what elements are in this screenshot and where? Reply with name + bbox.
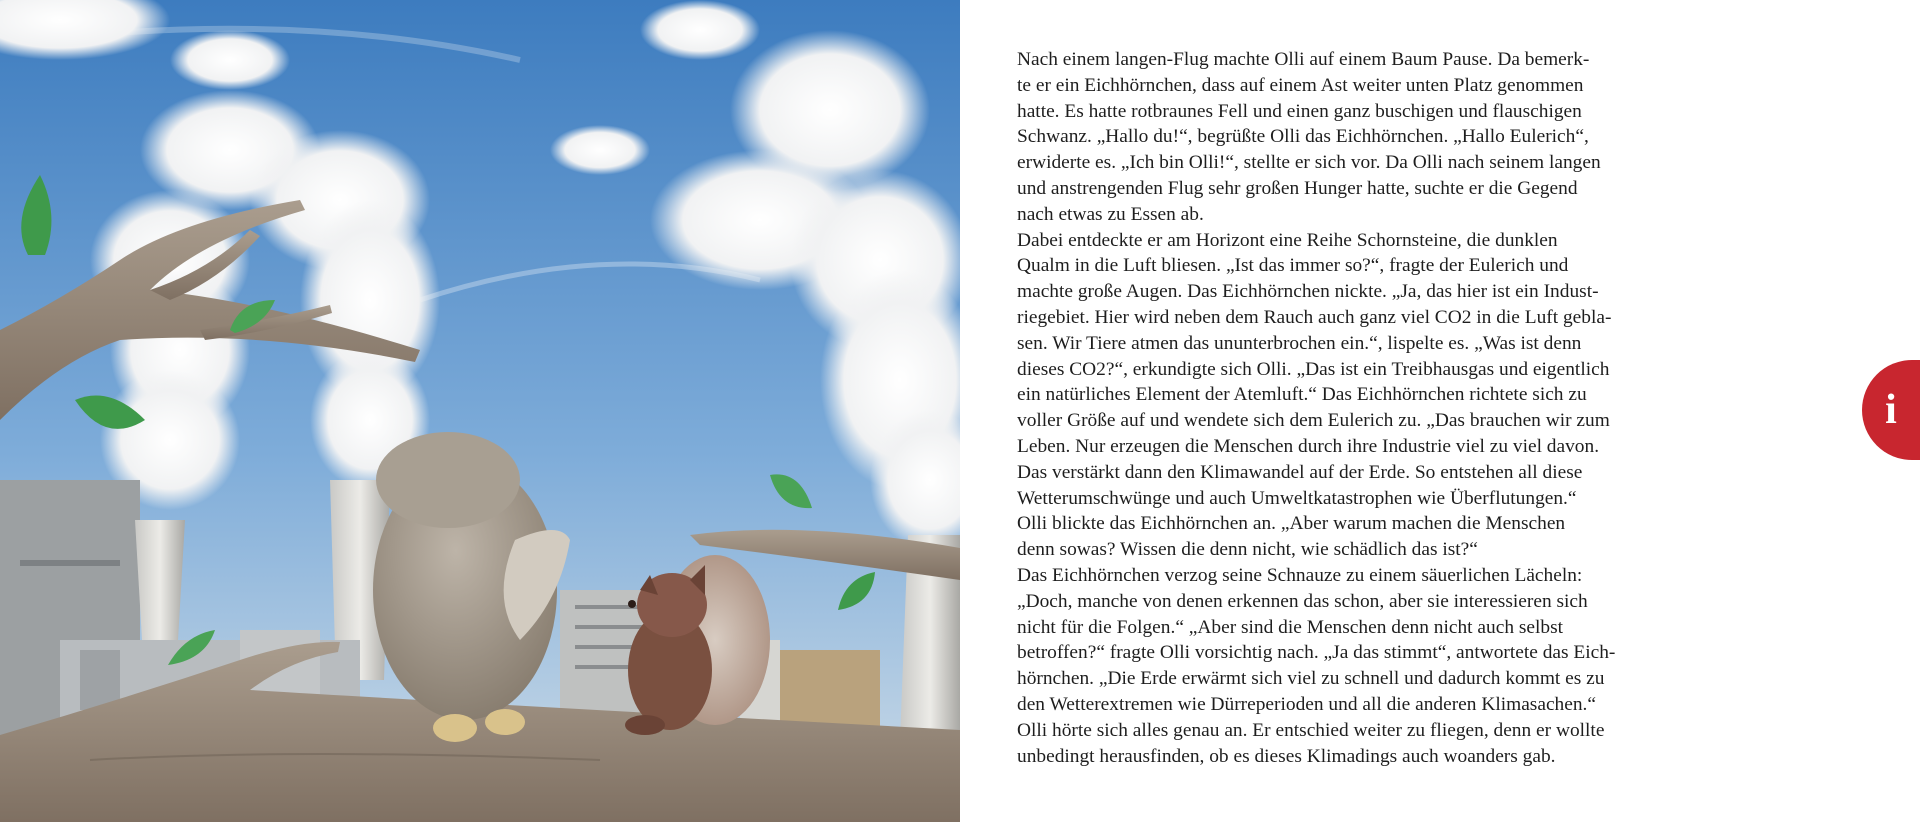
story-line: Dabei entdeckte er am Horizont eine Reihe Schornsteine, die dunklen [1017,229,1558,251]
text-page [960,0,1920,822]
story-line: erwiderte es. „Ich bin Olli!“, stellte er sich vor. Da Olli nach seinem langen [1017,152,1601,174]
story-line: den Wetterextremen wie Dürreperioden und all die anderen Klimasachen.“ [1017,693,1597,715]
story-line: Leben. Nur erzeugen die Menschen durch ihre Industrie viel zu viel davon. [1017,435,1600,457]
story-line: te er ein Eichhörnchen, dass auf einem Ast weiter unten Platz genommen [1017,74,1584,96]
story-line: betroffen?“ fragte Olli vorsichtig nach. „Ja das stimmt“, antwortete das Eich- [1017,642,1616,664]
story-line: Wetterumschwünge und auch Umweltkatastrophen wie Überflutungen.“ [1017,487,1577,509]
story-line: nicht für die Folgen.“ „Aber sind die Menschen denn nicht auch selbst [1017,616,1564,638]
story-line: Nach einem langen-Flug machte Olli auf einem Baum Pause. Da bemerk- [1017,49,1590,70]
story-line: hatte. Es hatte rotbraunes Fell und einen ganz buschigen und flauschigen [1017,100,1582,122]
story-line: Das Eichhörnchen verzog seine Schnauze zu einem säuerlichen Lächeln: [1017,564,1583,586]
story-line: Olli hörte sich alles genau an. Er entschied weiter zu fliegen, denn er wollte [1017,719,1605,741]
story-line: hörnchen. „Die Erde erwärmt sich viel zu schnell und dadurch kommt es zu [1017,668,1605,690]
story-line: unbedingt herausfinden, ob es dieses Klimadings auch woanders gab. [1017,745,1556,767]
story-line: sen. Wir Tiere atmen das ununterbrochen ein.“, lispelte es. „Was ist denn [1017,332,1582,354]
story-text [1017,47,1757,769]
story-line: Qualm in die Luft bliesen. „Ist das immer so?“, fragte der Eulerich und [1017,255,1569,277]
story-line: „Doch, manche von denen erkennen das schon, aber sie interessieren sich [1017,590,1588,612]
story-paragraph-3 [1017,563,1757,769]
story-line: voller Größe auf und wendete sich dem Eulerich zu. „Das brauchen wir zum [1017,410,1610,432]
story-line: ein natürliches Element der Atemluft.“ Das Eichhörnchen richtete sich zu [1017,384,1587,406]
story-line: machte große Augen. Das Eichhörnchen nickte. „Ja, das hier ist ein Indust- [1017,281,1599,303]
story-line: und anstrengenden Flug sehr großen Hunger hatte, suchte er die Gegend [1017,177,1578,199]
story-line: dieses CO2?“, erkundigte sich Olli. „Das ist ein Treibhausgas und eigentlich [1017,358,1610,380]
story-line: riegebiet. Hier wird neben dem Rauch auch ganz viel CO2 in die Luft gebla- [1017,306,1612,328]
story-paragraph-1 [1017,47,1757,228]
story-line: Schwanz. „Hallo du!“, begrüßte Olli das Eichhörnchen. „Hallo Eulerich“, [1017,126,1589,148]
story-line: denn sowas? Wissen die denn nicht, wie schädlich das ist?“ [1017,539,1478,561]
info-button[interactable] [1862,360,1920,460]
info-icon: i [1885,387,1897,433]
story-paragraph-2 [1017,228,1757,563]
story-line: Olli blickte das Eichhörnchen an. „Aber warum machen die Menschen [1017,513,1566,535]
story-line: Das verstärkt dann den Klimawandel auf der Erde. So entstehen all diese [1017,461,1583,483]
story-line: nach etwas zu Essen ab. [1017,203,1204,225]
